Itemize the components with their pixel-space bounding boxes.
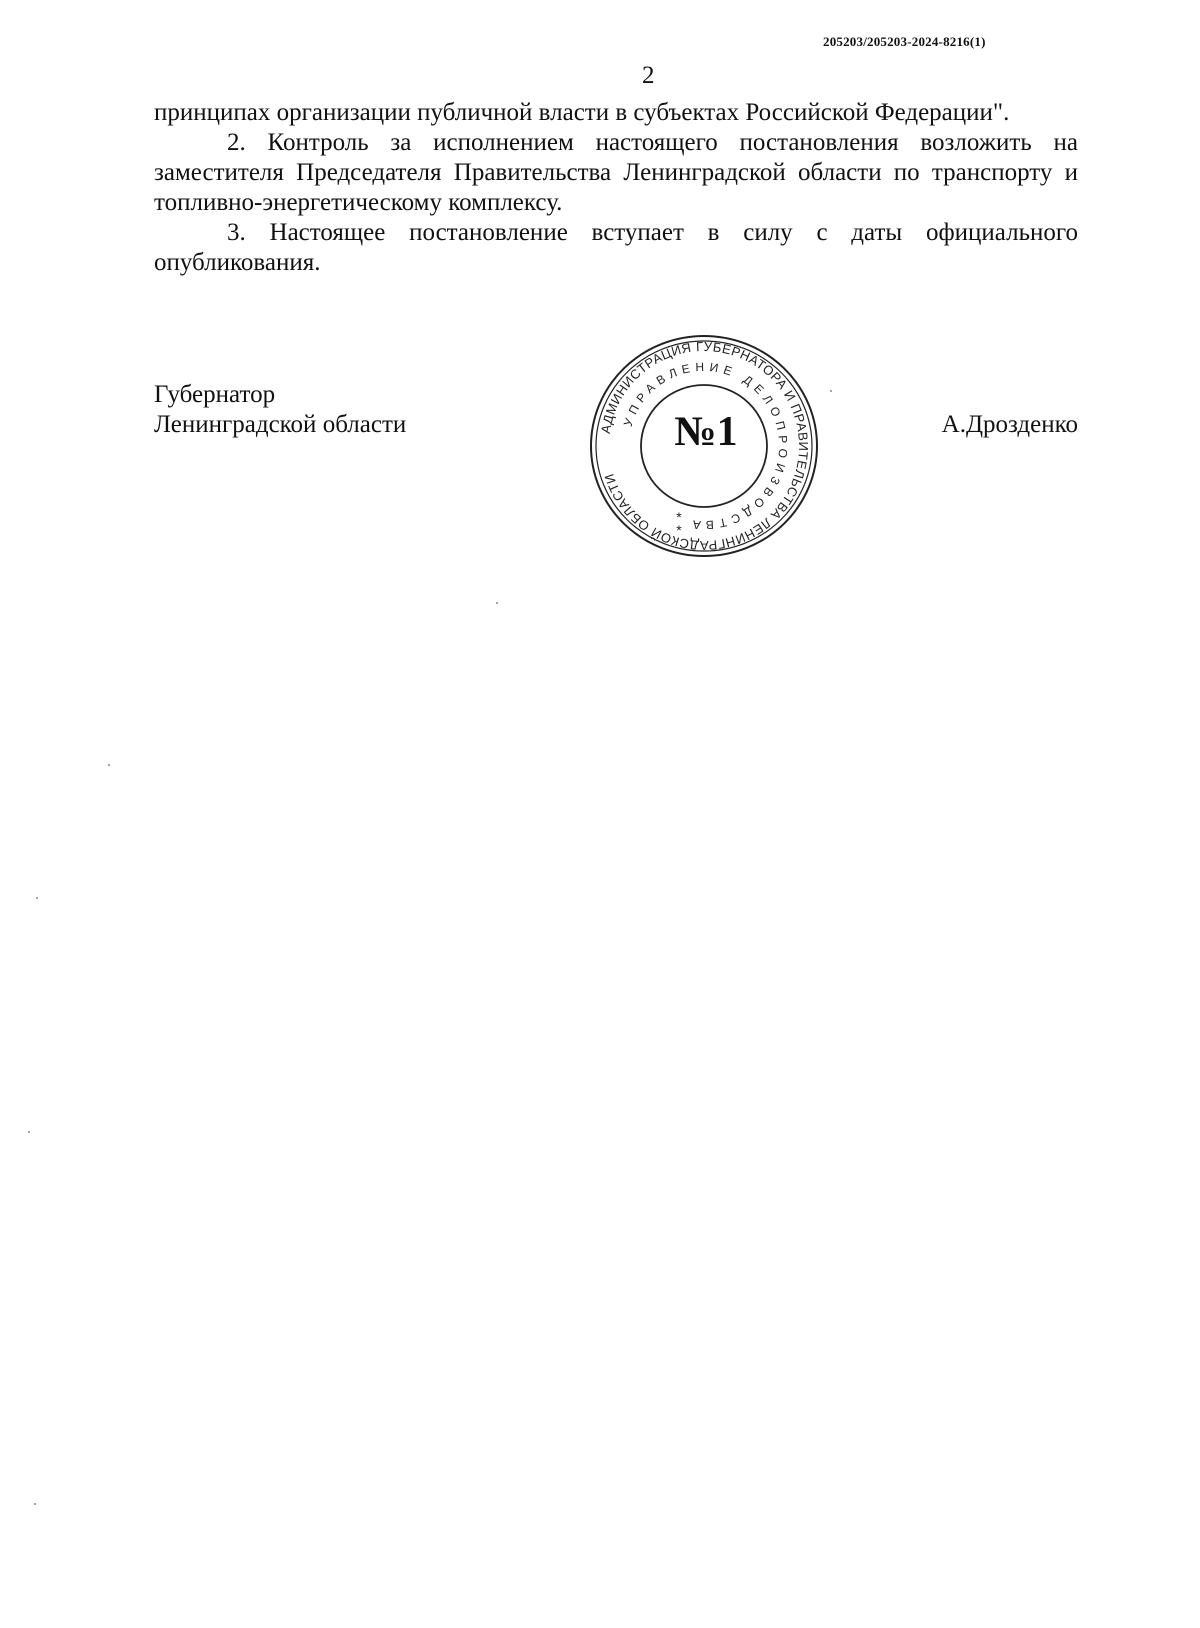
document-id: 205203/205203-2024-8216(1): [823, 34, 986, 49]
signatory-name: А.Дрозденко: [941, 411, 1078, 438]
scan-speck: [496, 602, 498, 604]
scan-speck: [830, 390, 832, 392]
paragraph-continuation: принципах организации публичной власти в субъектах Российской Федерации".: [154, 99, 1010, 126]
seal-outer-text: АДМИНИСТРАЦИЯ ГУБЕРНАТОРА И ПРАВИТЕЛЬСТВА ЛЕНИНГРАДСКОЙ ОБЛАСТИ: [597, 338, 812, 554]
paragraph-3: 3. Настоящее постановление вступает в силу с даты официального опубликования.: [154, 219, 1078, 276]
seal-stamp-icon: [586, 330, 822, 562]
official-seal: [586, 330, 822, 562]
seal-star-icon-2: *: [676, 522, 682, 538]
scan-speck: [34, 1503, 36, 1505]
signatory-region: Ленинградской области: [154, 411, 407, 438]
scan-speck: [36, 897, 38, 899]
page-number: 2: [642, 62, 655, 89]
signatory-title: Губернатор: [154, 381, 276, 408]
paragraph-2: 2. Контроль за исполнением настоящего постановления возложить на заместителя Председателя Правительства Ленинградской области по транспорту и топливно-энергетическому комплексу.: [154, 129, 1078, 216]
seal-star-icon: *: [676, 509, 682, 525]
document-body: [154, 98, 1078, 278]
scan-speck: [28, 1131, 30, 1133]
scan-speck: [108, 764, 110, 766]
signatory-position: [154, 380, 406, 440]
seal-center-number: №1: [674, 409, 738, 455]
seal-inner-text: УПРАВЛЕНИЕ ДЕЛОПРОИЗВОДСТВА: [620, 359, 791, 533]
